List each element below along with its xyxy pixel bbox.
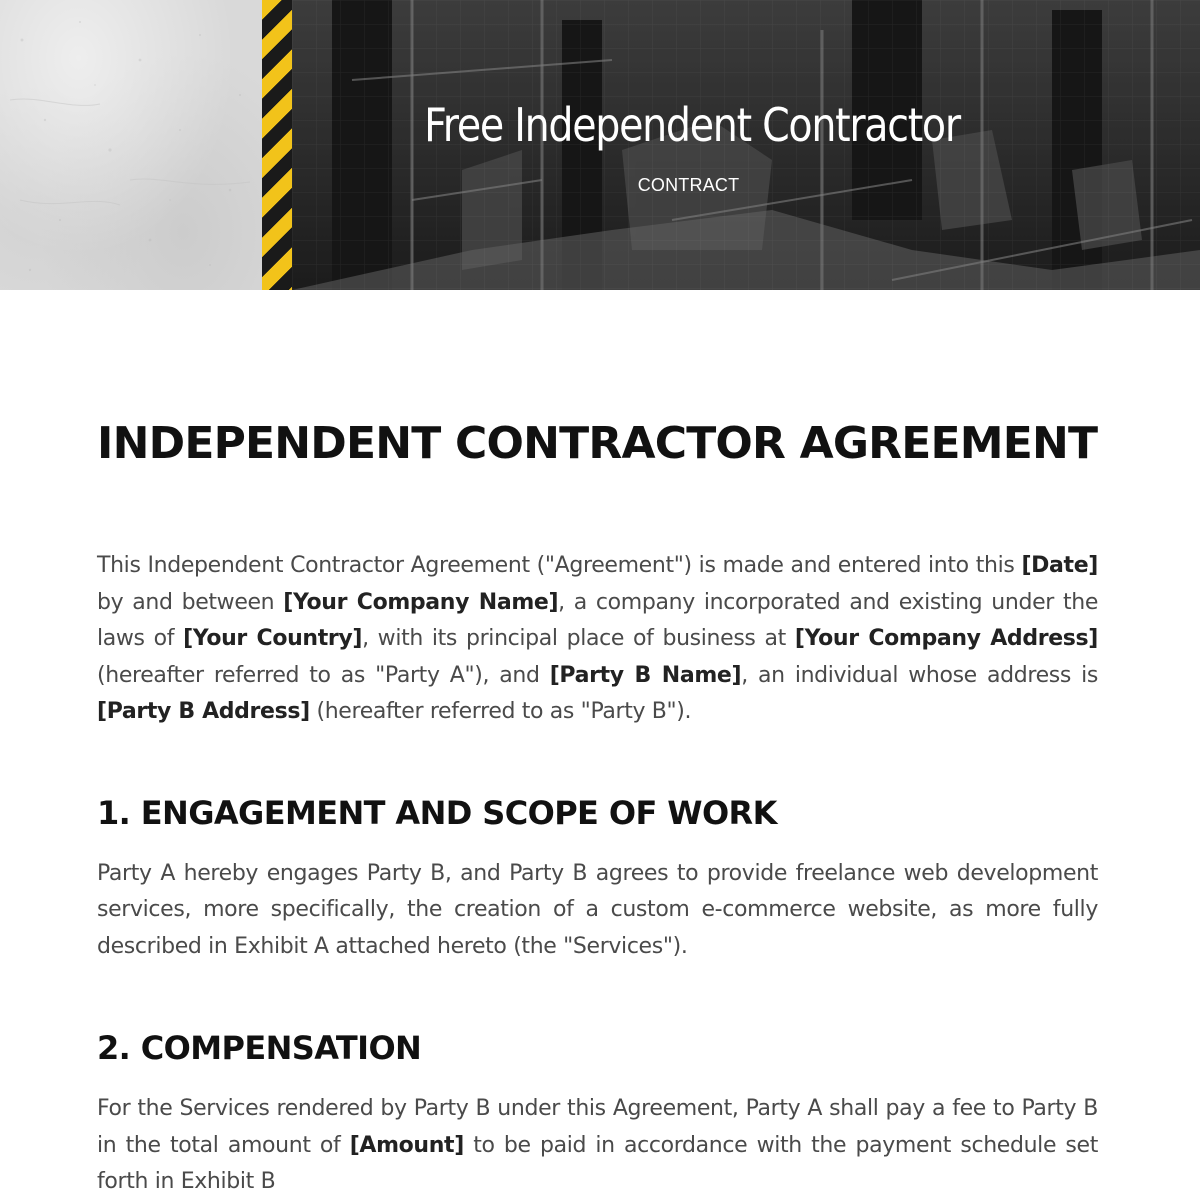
party-b-name-placeholder: [Party B Name] (549, 662, 742, 688)
intro-paragraph (97, 548, 1098, 731)
date-placeholder: [Date] (1021, 553, 1098, 578)
header-banner (0, 0, 1200, 290)
company-address-placeholder: [Your Company Address] (794, 626, 1098, 651)
concrete-texture-image (0, 0, 262, 290)
document-title: INDEPENDENT CONTRACTOR AGREEMENT (97, 418, 1098, 469)
compensation-text: to be paid in accordance with the payment schedule set forth in Exhibit B (97, 1132, 1098, 1194)
intro-text: This Independent Contractor Agreement ("Agreement") is made and entered into this (97, 553, 1022, 578)
compensation-text: For the Services rendered by Party B under this Agreement, Party A shall pay a fee to Party B in the total amount of (97, 1096, 1098, 1158)
section-body-compensation (97, 1091, 1098, 1200)
party-b-address-placeholder: [Party B Address] (97, 699, 310, 724)
section-body-engagement: Party A hereby engages Party B, and Party B agrees to provide freelance web development services, more specifically, the creation of a custom e-commerce website, as more fully described in Exhibit A attached hereto (the "Services"). (97, 860, 1098, 959)
banner-title: Free Independent Contractor (424, 98, 960, 152)
intro-text: by and between (97, 589, 284, 615)
hazard-stripe (262, 0, 292, 290)
section-heading-engagement: 1. ENGAGEMENT AND SCOPE OF WORK (97, 793, 777, 832)
banner-subtitle: CONTRACT (637, 175, 740, 195)
document-body (97, 405, 1098, 1200)
intro-text: , an individual whose address is (741, 662, 1098, 688)
section-heading-compensation: 2. COMPENSATION (97, 1029, 422, 1067)
amount-placeholder: [Amount] (349, 1132, 464, 1158)
country-placeholder: [Your Country] (183, 626, 363, 651)
intro-text: , a company incorporated and existing under the laws of (97, 589, 1098, 651)
company-name-placeholder: [Your Company Name] (283, 589, 559, 615)
intro-text: , with its principal place of business at (362, 626, 795, 651)
intro-text: (hereafter referred to as "Party A"), and (97, 662, 550, 688)
intro-text: (hereafter referred to as "Party B"). (309, 699, 692, 724)
concrete-texture-panel (0, 0, 262, 290)
